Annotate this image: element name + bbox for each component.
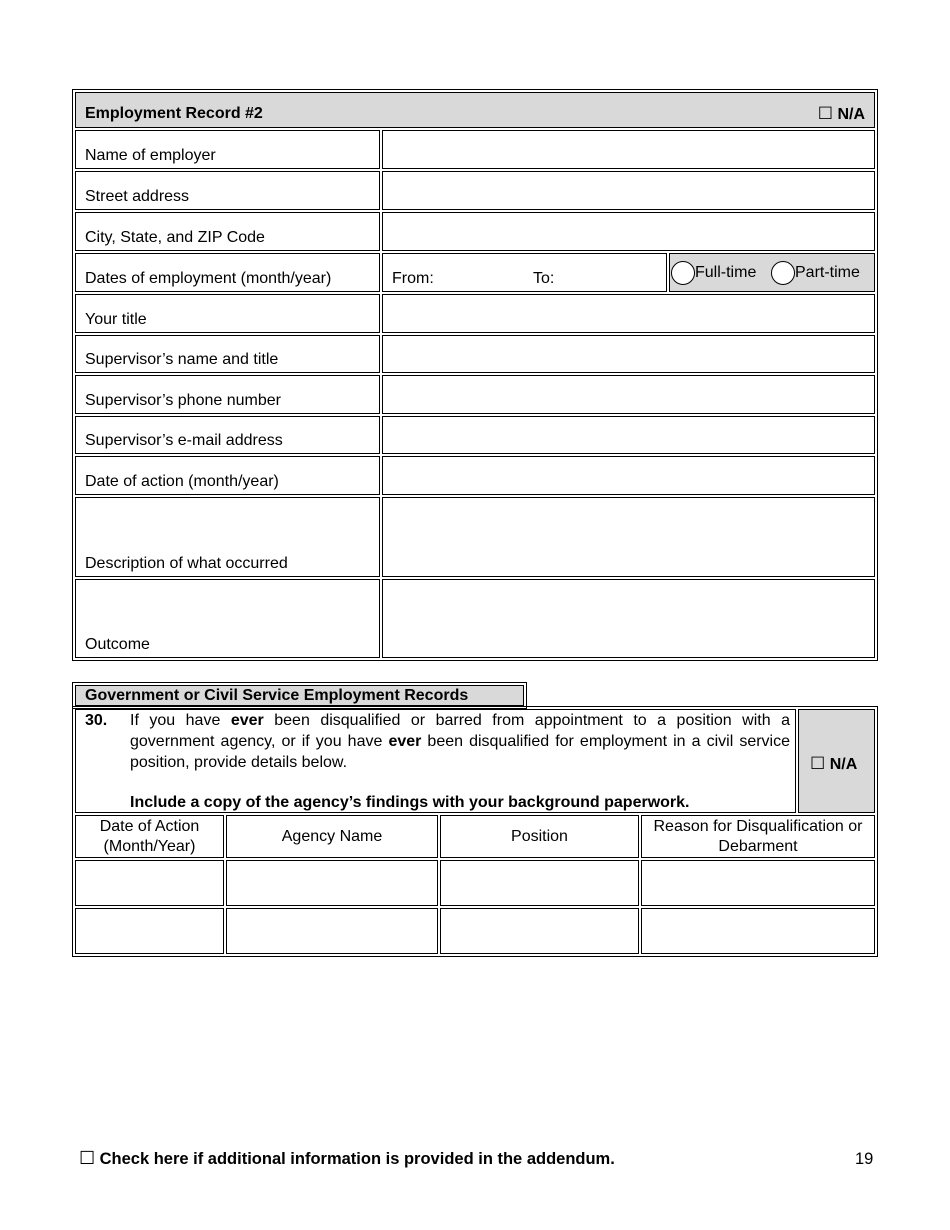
row-label: Supervisor’s e-mail address [85, 432, 283, 449]
label-cell [75, 579, 380, 658]
city-state-zip-field[interactable] [382, 212, 875, 251]
gov-na-cell [798, 709, 875, 813]
employment-record-title: Employment Record #2 [85, 105, 263, 122]
question-text [130, 710, 790, 773]
row-label: Dates of employment (month/year) [85, 270, 332, 287]
row-label: Outcome [85, 636, 150, 653]
part-time-radio[interactable] [771, 261, 860, 285]
row-label: Description of what occurred [85, 555, 288, 572]
label-cell [75, 253, 380, 292]
reason-input-1[interactable] [641, 860, 875, 906]
question-part3: been disqualified for employment in a civil service position, provide details below. [130, 733, 791, 771]
street-address-field[interactable] [382, 171, 875, 210]
column-header-reason-text: Reason for Disqualification or Debarment [653, 817, 863, 855]
page-number: 19 [855, 1150, 874, 1168]
question-number: 30. [85, 712, 108, 729]
row-label: Supervisor’s phone number [85, 392, 281, 409]
row-label: Date of action (month/year) [85, 473, 279, 490]
column-header-date-text: Date of Action (Month/Year) [99, 817, 200, 855]
addendum-checkbox-row[interactable] [79, 1148, 615, 1169]
question-part1: If you have [130, 712, 231, 729]
supervisor-email-field[interactable] [382, 416, 875, 454]
full-time-radio-circle[interactable] [671, 261, 695, 285]
employment-record-header [75, 92, 875, 128]
label-cell [75, 416, 380, 454]
agency-input-2[interactable] [226, 908, 438, 954]
part-time-radio-circle[interactable] [771, 261, 795, 285]
gov-section-title-cell [75, 685, 524, 706]
addendum-checkbox[interactable]: ☐ [79, 1148, 96, 1168]
employer-name-field[interactable] [382, 130, 875, 169]
na-checkbox[interactable] [818, 104, 865, 124]
gov-na-checkbox-box[interactable]: ☐ [810, 754, 826, 773]
label-cell [75, 294, 380, 333]
row-label: Name of employer [85, 147, 216, 164]
date-of-action-field[interactable] [382, 456, 875, 495]
question-ever-2: ever [388, 733, 422, 750]
addendum-text: Check here if additional information is provided in the addendum. [99, 1150, 615, 1168]
dates-field[interactable] [382, 253, 667, 292]
column-header-agency [226, 815, 438, 858]
supervisor-name-field[interactable] [382, 335, 875, 373]
column-header-position-text: Position [511, 827, 568, 845]
row-label: City, State, and ZIP Code [85, 229, 265, 246]
column-header-date [75, 815, 224, 858]
description-field[interactable] [382, 497, 875, 577]
supervisor-phone-field[interactable] [382, 375, 875, 414]
reason-input-2[interactable] [641, 908, 875, 954]
label-cell [75, 497, 380, 577]
position-input-2[interactable] [440, 908, 639, 954]
gov-na-checkbox[interactable] [810, 754, 857, 774]
from-label: From: [392, 270, 434, 287]
position-input-1[interactable] [440, 860, 639, 906]
na-label: N/A [837, 106, 865, 123]
question-part2: been disqualified or barred from appointment to a position with a government agency, or if you have [130, 712, 791, 750]
label-cell [75, 130, 380, 169]
question-ever-1: ever [230, 712, 264, 729]
column-header-agency-text: Agency Name [281, 827, 383, 845]
to-label: To: [533, 270, 555, 287]
label-cell [75, 456, 380, 495]
label-cell [75, 212, 380, 251]
column-header-reason [641, 815, 875, 858]
instruction-text: Include a copy of the agency’s findings with your background paperwork. [130, 794, 690, 811]
your-title-field[interactable] [382, 294, 875, 333]
column-header-position [440, 815, 639, 858]
part-time-label: Part-time [795, 264, 860, 281]
gov-na-label: N/A [829, 756, 858, 773]
question-cell [75, 709, 796, 813]
full-time-label: Full-time [695, 264, 757, 281]
employment-type-cell [669, 253, 875, 292]
outcome-field[interactable] [382, 579, 875, 658]
row-label: Supervisor’s name and title [85, 351, 279, 368]
full-time-radio[interactable] [671, 261, 756, 285]
label-cell [75, 335, 380, 373]
row-label: Street address [85, 188, 190, 205]
row-label: Your title [85, 311, 147, 328]
label-cell [75, 375, 380, 414]
date-input-1[interactable] [75, 860, 224, 906]
date-input-2[interactable] [75, 908, 224, 954]
gov-section-title: Government or Civil Service Employment Records [85, 687, 469, 704]
label-cell [75, 171, 380, 210]
agency-input-1[interactable] [226, 860, 438, 906]
na-checkbox-box[interactable]: ☐ [817, 104, 833, 123]
